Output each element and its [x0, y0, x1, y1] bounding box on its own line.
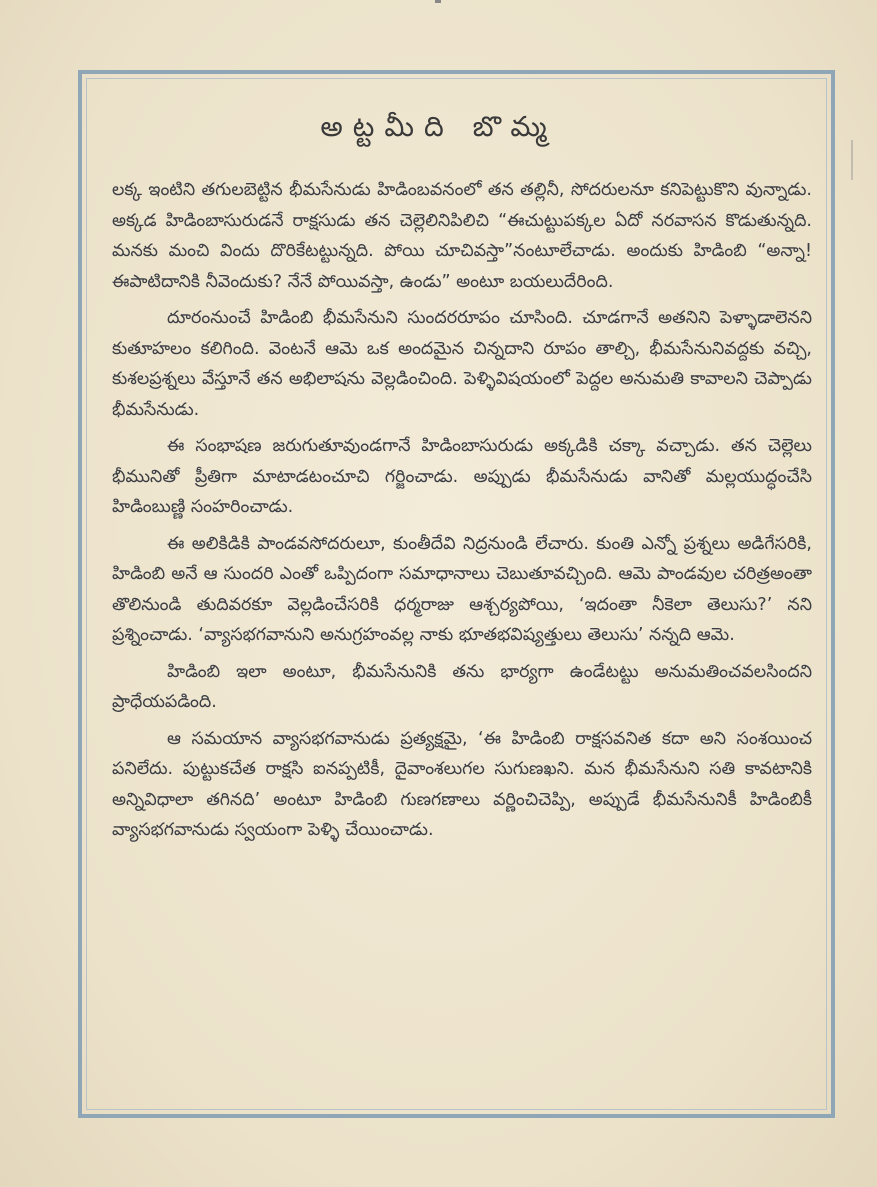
- paragraph-3: ఈ సంభాషణ జరుగుతూవుండగానే హిడింబాసురుడు అక్కడికి చక్కా వచ్చాడు. తన చెల్లెలు భీమునితో ప్రీతిగా మాటాడటంచూచి గర్జించాడు. అప్పుడు భీమసేనుడు వానితో మల్లయుద్ధంచేసి హిడింబుణ్ణి సంహరించాడు.: [112, 436, 812, 517]
- paragraph-4: ఈ అలికిడికి పాండవసోదరులూ, కుంతీదేవి నిద్రనుండి లేచారు. కుంతి ఎన్నో ప్రశ్నలు అడిగేసరికి, హిడింబి అనే ఆ సుందరి ఎంతో ఒప్పిదంగా సమాధానాలు చెబుతూవచ్చింది. ఆమె పాండవుల చరిత్రఅంతా తొలినుండి తుదివరకూ వెల్లడించేసరికి ధర్మరాజు ఆశ్చర్యపోయి, ‘ఇదంతా నీకెలా తెలుసు?’ నని ప్రశ్నించాడు. ‘వ్యాసభగవానుని అనుగ్రహంవల్ల నాకు భూతభవిష్యత్తులు తెలుసు’ నన్నది ఆమె.: [112, 533, 812, 645]
- print-mark: [435, 0, 441, 3]
- paragraph-5: హిడింబి ఇలా అంటూ, భీమసేనునికి తను భార్యగా ఉండేటట్టు అనుమతించవలసిందని ప్రాధేయపడింది.: [112, 661, 812, 712]
- paragraph-6: ఆ సమయాన వ్యాసభగవానుడు ప్రత్యక్షమై, ‘ఈ హిడింబి రాక్షసవనిత కదా అని సంశయించ పనిలేదు. పుట్టుకచేత రాక్షసి ఐనప్పటికీ, దైవాంశలుగల సుగుణఖని. మన భీమసేనుని సతి కావటానికి అన్నివిధాలా తగినది’ అంటూ హిడింబి గుణగణాలు వర్ణించిచెప్పి, అప్పుడే భీమసేనునికీ హిడింబికీ వ్యాసభగవానుడు స్వయంగా పెళ్ళి చేయించాడు.: [112, 728, 812, 840]
- story-body: [112, 175, 812, 852]
- paragraph-2: దూరంనుంచే హిడింబి భీమసేనుని సుందరరూపం చూసింది. చూడగానే అతనిని పెళ్ళాడాలెనని కుతూహలం కలిగింది. వెంటనే ఆమె ఒక అందమైన చిన్నదాని రూపం తాల్చి, భీమసేనునివద్దకు వచ్చి, కుశలప్రశ్నలు వేస్తూనే తన అభిలాషను వెల్లడించింది. పెళ్ళివిషయంలో పెద్దల అనుమతి కావాలని చెప్పాడు భీమసేనుడు.: [112, 308, 812, 420]
- paragraph-1: లక్క ఇంటిని తగులబెట్టిన భీమసేనుడు హిడింబవనంలో తన తల్లినీ, సోదరులనూ కనిపెట్టుకొని వున్నాడు. అక్కడ హిడింబాసురుడనే రాక్షసుడు తన చెల్లెలినిపిలిచి “ఈచుట్టుపక్కల ఏదో నరవాసన కొడుతున్నది. మనకు మంచి విందు దొరికేటట్టున్నది. పోయి చూచివస్తా”నంటూలేచాడు. అందుకు హిడింబి “అన్నా! ఈపాటిదానికి నీవెందుకు? నేనే పోయివస్తా, ఉండు” అంటూ బయలుదేరింది.: [112, 180, 812, 292]
- page-title: అట్టమీది బొమ్మ: [320, 110, 557, 143]
